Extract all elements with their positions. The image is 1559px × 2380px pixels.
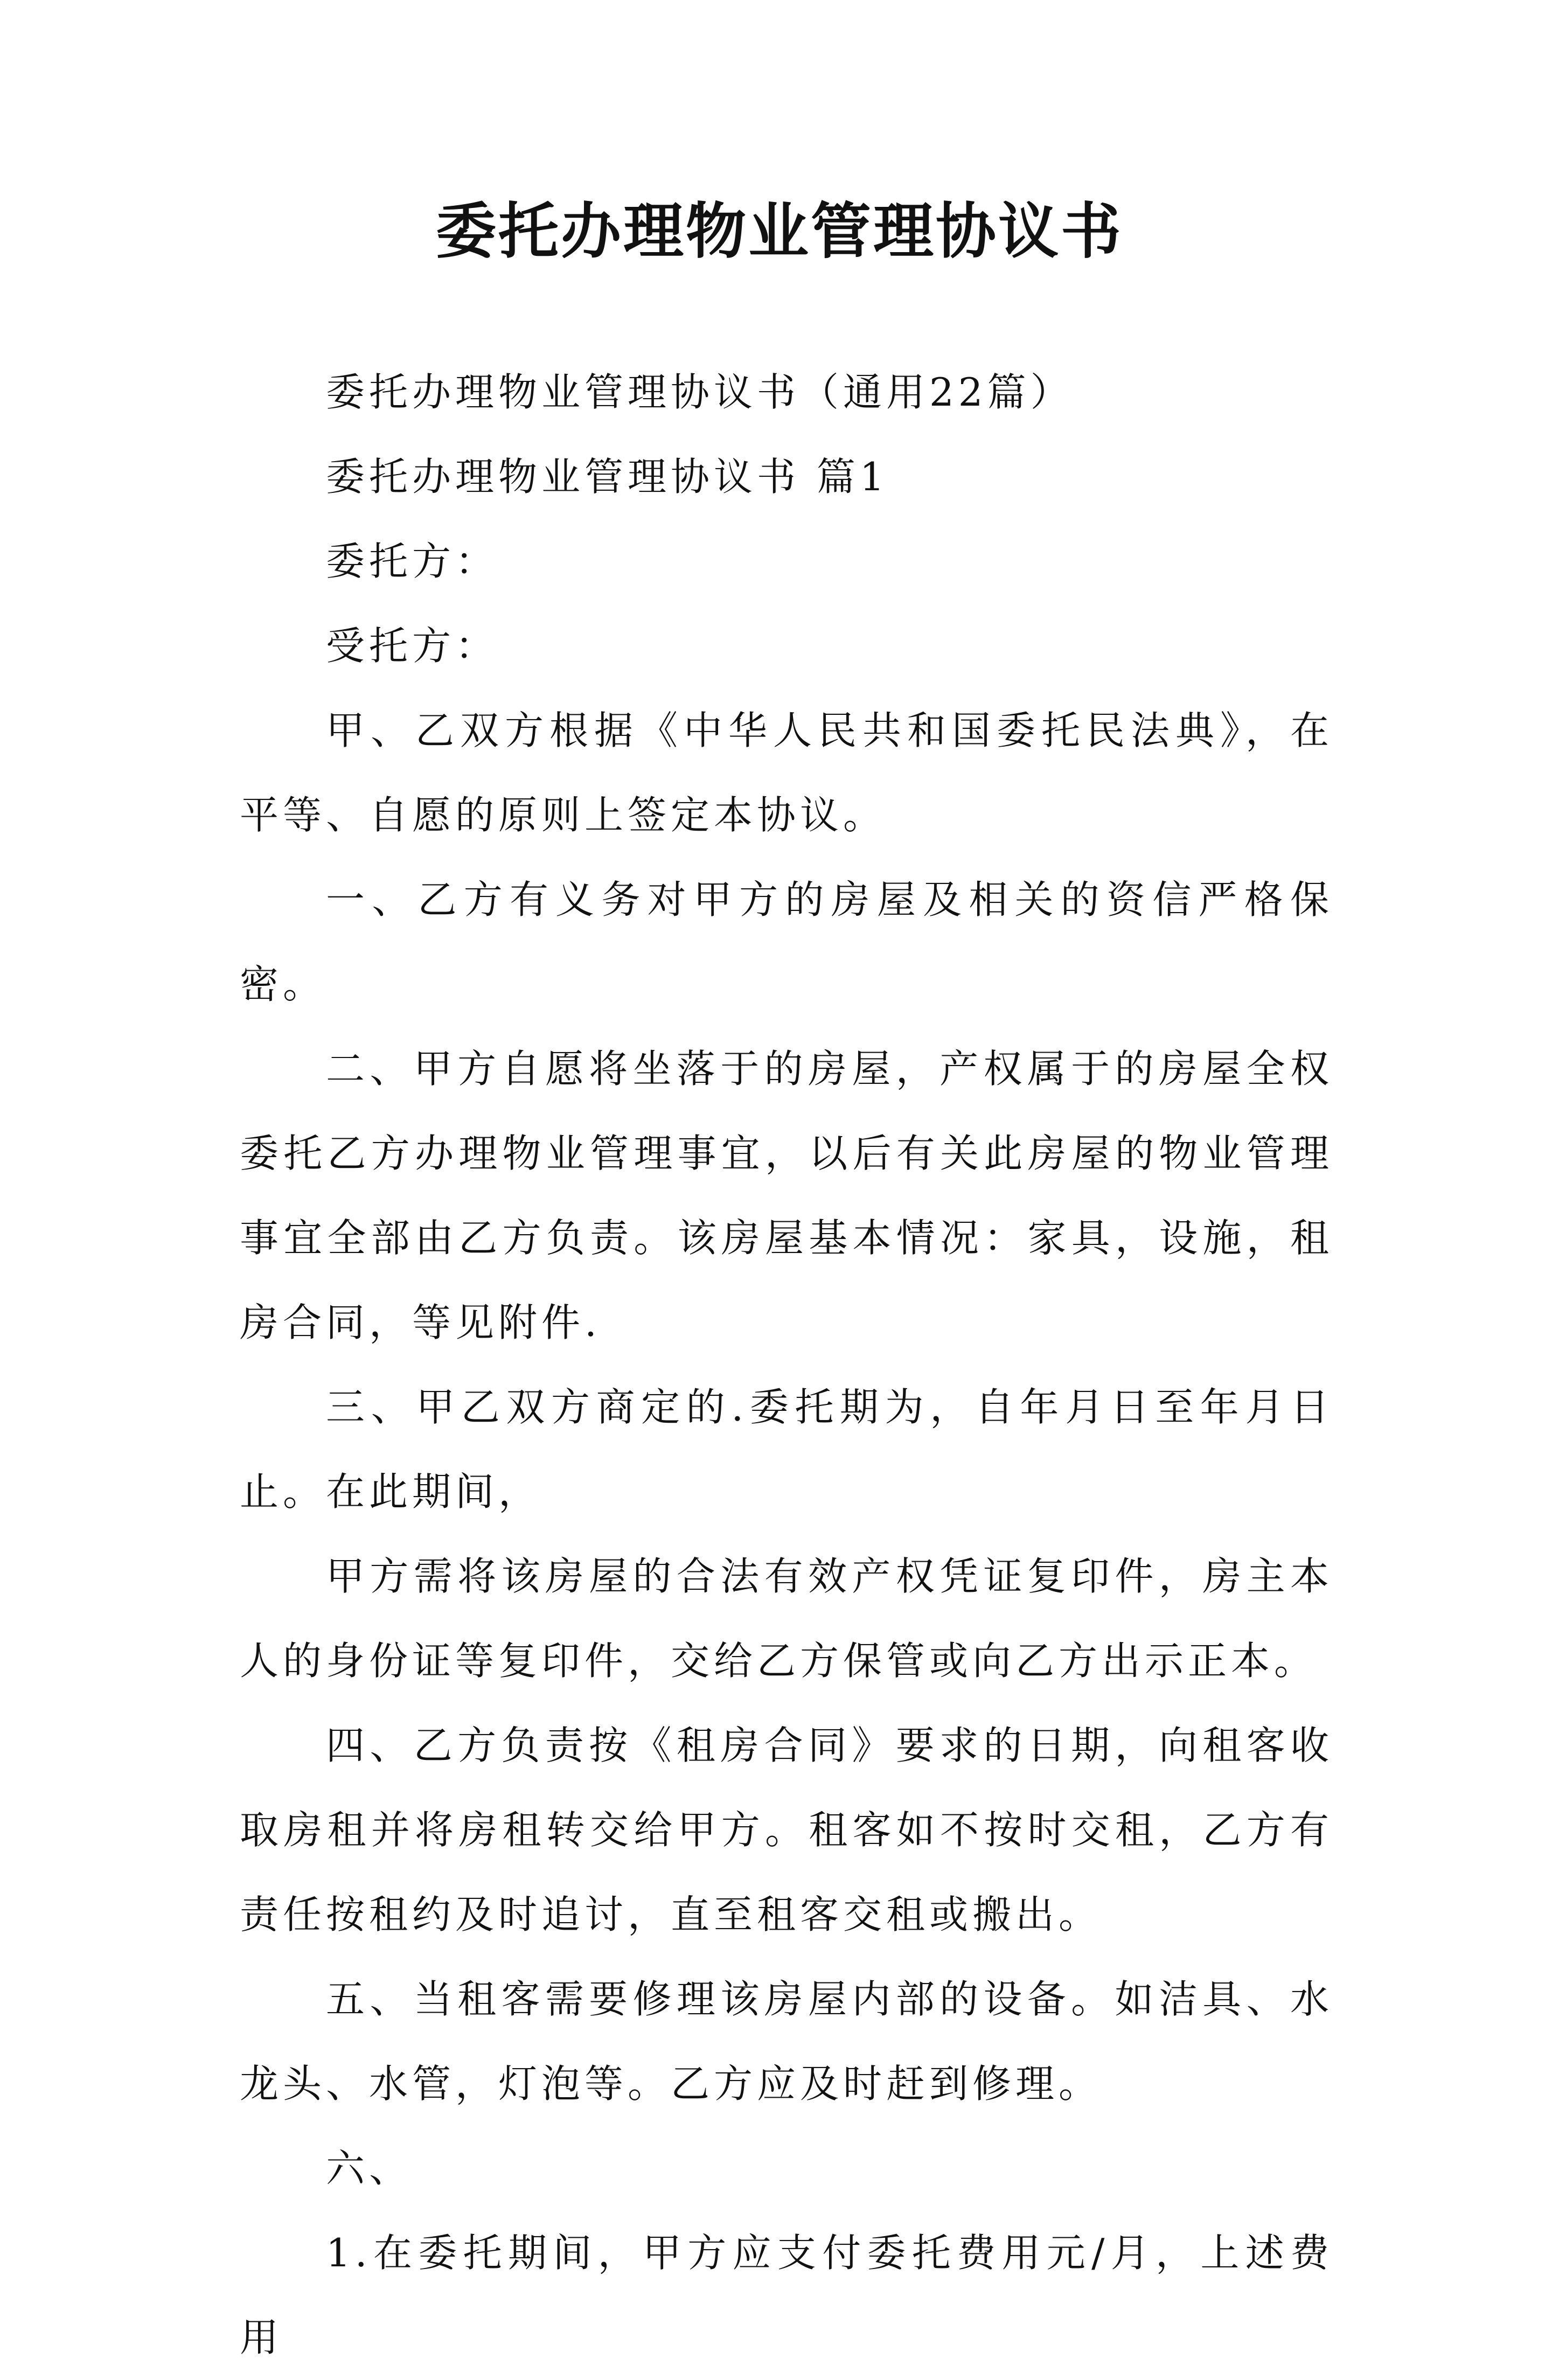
document-body (240, 350, 1333, 2380)
paragraph-subtitle: 委托办理物业管理协议书（通用22篇） (326, 370, 1074, 415)
paragraph-clause-3: 三、甲乙双方商定的.委托期为，自年月日至年月日止。在此期间， (240, 1384, 1333, 1514)
paragraph-clause-5: 五、当租客需要修理该房屋内部的设备。如洁具、水龙头、水管，灯泡等。乙方应及时赶到修理。 (240, 1977, 1333, 2106)
document-title: 委托办理物业管理协议书 (436, 196, 1123, 267)
paragraph-principal: 委托方： (326, 539, 499, 584)
paragraph-clause-2: 二、甲方自愿将坐落于的房屋，产权属于的房屋全权委托乙方办理物业管理事宜，以后有关此房屋的物业管理事宜全部由乙方负责。该房屋基本情况：家具，设施，租房合同，等见附件. (240, 1046, 1333, 1345)
paragraph-preamble: 甲、乙双方根据《中华人民共和国委托民法典》，在平等、自愿的原则上签定本协议。 (240, 708, 1333, 838)
paragraph-clause-6: 六、 (326, 2146, 413, 2191)
paragraph-clause-3-cont: 甲方需将该房屋的合法有效产权凭证复印件，房主本人的身份证等复印件，交给乙方保管或向乙方出示正本。 (240, 1554, 1333, 1683)
paragraph-clause-6-item-1: 1.在委托期间，甲方应支付委托费用元/月，上述费用 (240, 2230, 1333, 2360)
paragraph-agent: 受托方： (326, 623, 499, 669)
paragraph-clause-1: 一、乙方有义务对甲方的房屋及相关的资信严格保密。 (240, 877, 1333, 1007)
paragraph-section-heading: 委托办理物业管理协议书 篇1 (326, 454, 889, 499)
paragraph-clause-4: 四、乙方负责按《租房合同》要求的日期，向租客收取房租并将房租转交给甲方。租客如不按时交租，乙方有责任按租约及时追讨，直至租客交租或搬出。 (240, 1723, 1333, 1937)
